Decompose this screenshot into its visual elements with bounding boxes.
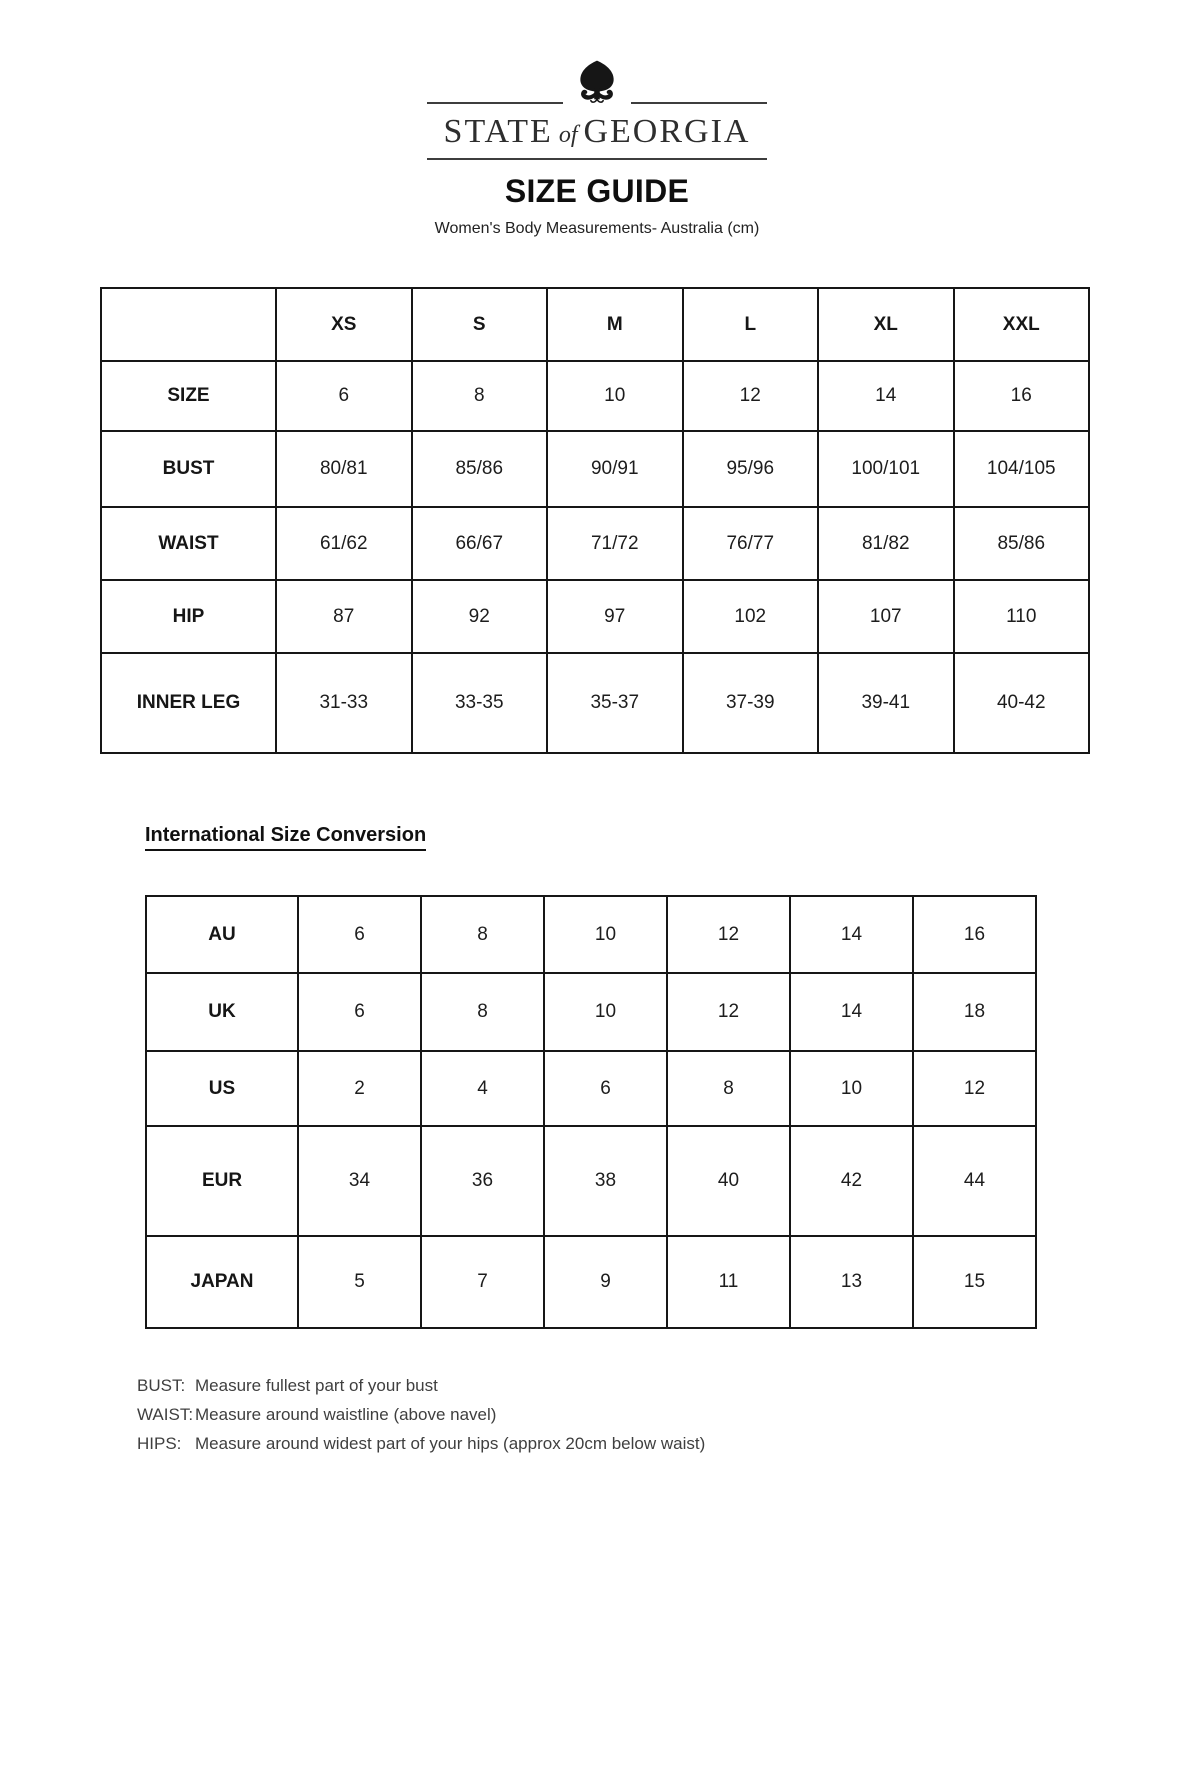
cell-value: 81/82 (818, 507, 954, 580)
cell-value: 8 (421, 896, 544, 973)
cell-value: 33-35 (412, 653, 548, 753)
cell-value: 107 (818, 580, 954, 653)
cell-value: 15 (913, 1236, 1036, 1328)
column-header: L (683, 288, 819, 361)
table-row (146, 1126, 1036, 1236)
cell-value: 42 (790, 1126, 913, 1236)
note-text: Measure fullest part of your bust (195, 1376, 438, 1395)
column-header: XL (818, 288, 954, 361)
cell-value: 80/81 (276, 431, 412, 507)
table-row (101, 431, 1089, 507)
cell-value: 6 (276, 361, 412, 431)
cell-value: 100/101 (818, 431, 954, 507)
cell-value: 76/77 (683, 507, 819, 580)
cell-value: 12 (667, 896, 790, 973)
note-text: Measure around widest part of your hips (approx 20cm below waist) (195, 1434, 706, 1453)
cell-value: 4 (421, 1051, 544, 1126)
page-title: SIZE GUIDE (504, 173, 690, 209)
header (0, 0, 1194, 238)
cell-value: 110 (954, 580, 1090, 653)
logo-top-rule (427, 60, 767, 108)
row-label: JAPAN (146, 1236, 298, 1328)
brand-name-georgia: GEORGIA (583, 113, 751, 150)
note-bust (137, 1371, 705, 1400)
cell-value: 18 (913, 973, 1036, 1051)
conversion-heading: International Size Conversion (145, 824, 426, 851)
cell-value: 6 (298, 973, 421, 1051)
cell-value: 14 (790, 896, 913, 973)
cell-value: 95/96 (683, 431, 819, 507)
row-label: US (146, 1051, 298, 1126)
cell-value: 85/86 (412, 431, 548, 507)
note-waist (137, 1400, 705, 1429)
cell-value: 11 (667, 1236, 790, 1328)
cell-value: 40-42 (954, 653, 1090, 753)
cell-value: 10 (544, 896, 667, 973)
cell-value: 10 (790, 1051, 913, 1126)
cell-value: 7 (421, 1236, 544, 1328)
rule-left (427, 102, 563, 104)
measurement-notes (137, 1371, 705, 1458)
row-label: SIZE (101, 361, 276, 431)
table-row (146, 896, 1036, 973)
note-hips (137, 1429, 705, 1458)
cell-value: 8 (421, 973, 544, 1051)
cell-value: 37-39 (683, 653, 819, 753)
cell-value: 10 (547, 361, 683, 431)
brand-name-state: STATE (443, 113, 553, 150)
cell-value: 36 (421, 1126, 544, 1236)
note-label: BUST: (137, 1376, 186, 1395)
cell-value: 40 (667, 1126, 790, 1236)
cell-value: 104/105 (954, 431, 1090, 507)
conversion-table (145, 895, 1037, 1329)
note-text: Measure around waistline (above navel) (195, 1405, 497, 1424)
row-label: EUR (146, 1126, 298, 1236)
cell-value: 102 (683, 580, 819, 653)
table-row (146, 1236, 1036, 1328)
cell-value: 14 (790, 973, 913, 1051)
row-label: HIP (101, 580, 276, 653)
cell-value: 2 (298, 1051, 421, 1126)
cell-value: 92 (412, 580, 548, 653)
cell-value: 16 (913, 896, 1036, 973)
rule-right (631, 102, 767, 104)
cell-value: 12 (667, 973, 790, 1051)
cell-value: 6 (544, 1051, 667, 1126)
cell-value: 12 (913, 1051, 1036, 1126)
cell-value: 35-37 (547, 653, 683, 753)
page-subtitle: Women's Body Measurements- Australia (cm) (434, 220, 760, 237)
cell-value: 14 (818, 361, 954, 431)
table-row (146, 1051, 1036, 1126)
cell-value: 5 (298, 1236, 421, 1328)
table-row (146, 973, 1036, 1051)
brand-name (427, 113, 767, 151)
row-label: INNER LEG (101, 653, 276, 753)
column-header: S (412, 288, 548, 361)
row-label: WAIST (101, 507, 276, 580)
table-row (101, 361, 1089, 431)
cell-value: 31-33 (276, 653, 412, 753)
column-header (101, 288, 276, 361)
cell-value: 8 (412, 361, 548, 431)
table-row (101, 580, 1089, 653)
table-row (101, 653, 1089, 753)
cell-value: 90/91 (547, 431, 683, 507)
cell-value: 66/67 (412, 507, 548, 580)
cell-value: 13 (790, 1236, 913, 1328)
note-label: WAIST: (137, 1405, 194, 1424)
cell-value: 34 (298, 1126, 421, 1236)
column-header: M (547, 288, 683, 361)
table-row (101, 507, 1089, 580)
row-label: AU (146, 896, 298, 973)
cell-value: 38 (544, 1126, 667, 1236)
cell-value: 8 (667, 1051, 790, 1126)
cell-value: 71/72 (547, 507, 683, 580)
column-header: XS (276, 288, 412, 361)
column-header: XXL (954, 288, 1090, 361)
note-label: HIPS: (137, 1434, 182, 1453)
row-label: UK (146, 973, 298, 1051)
cell-value: 44 (913, 1126, 1036, 1236)
cell-value: 9 (544, 1236, 667, 1328)
cell-value: 87 (276, 580, 412, 653)
header-row (101, 288, 1089, 361)
brand-name-of: of (558, 122, 578, 148)
brand-logo (427, 60, 767, 160)
tree-logo-icon (566, 60, 628, 108)
cell-value: 97 (547, 580, 683, 653)
cell-value: 85/86 (954, 507, 1090, 580)
cell-value: 12 (683, 361, 819, 431)
logo-bottom-rule (427, 158, 767, 160)
cell-value: 61/62 (276, 507, 412, 580)
measurements-table (100, 287, 1090, 754)
cell-value: 39-41 (818, 653, 954, 753)
cell-value: 6 (298, 896, 421, 973)
row-label: BUST (101, 431, 276, 507)
cell-value: 10 (544, 973, 667, 1051)
cell-value: 16 (954, 361, 1090, 431)
